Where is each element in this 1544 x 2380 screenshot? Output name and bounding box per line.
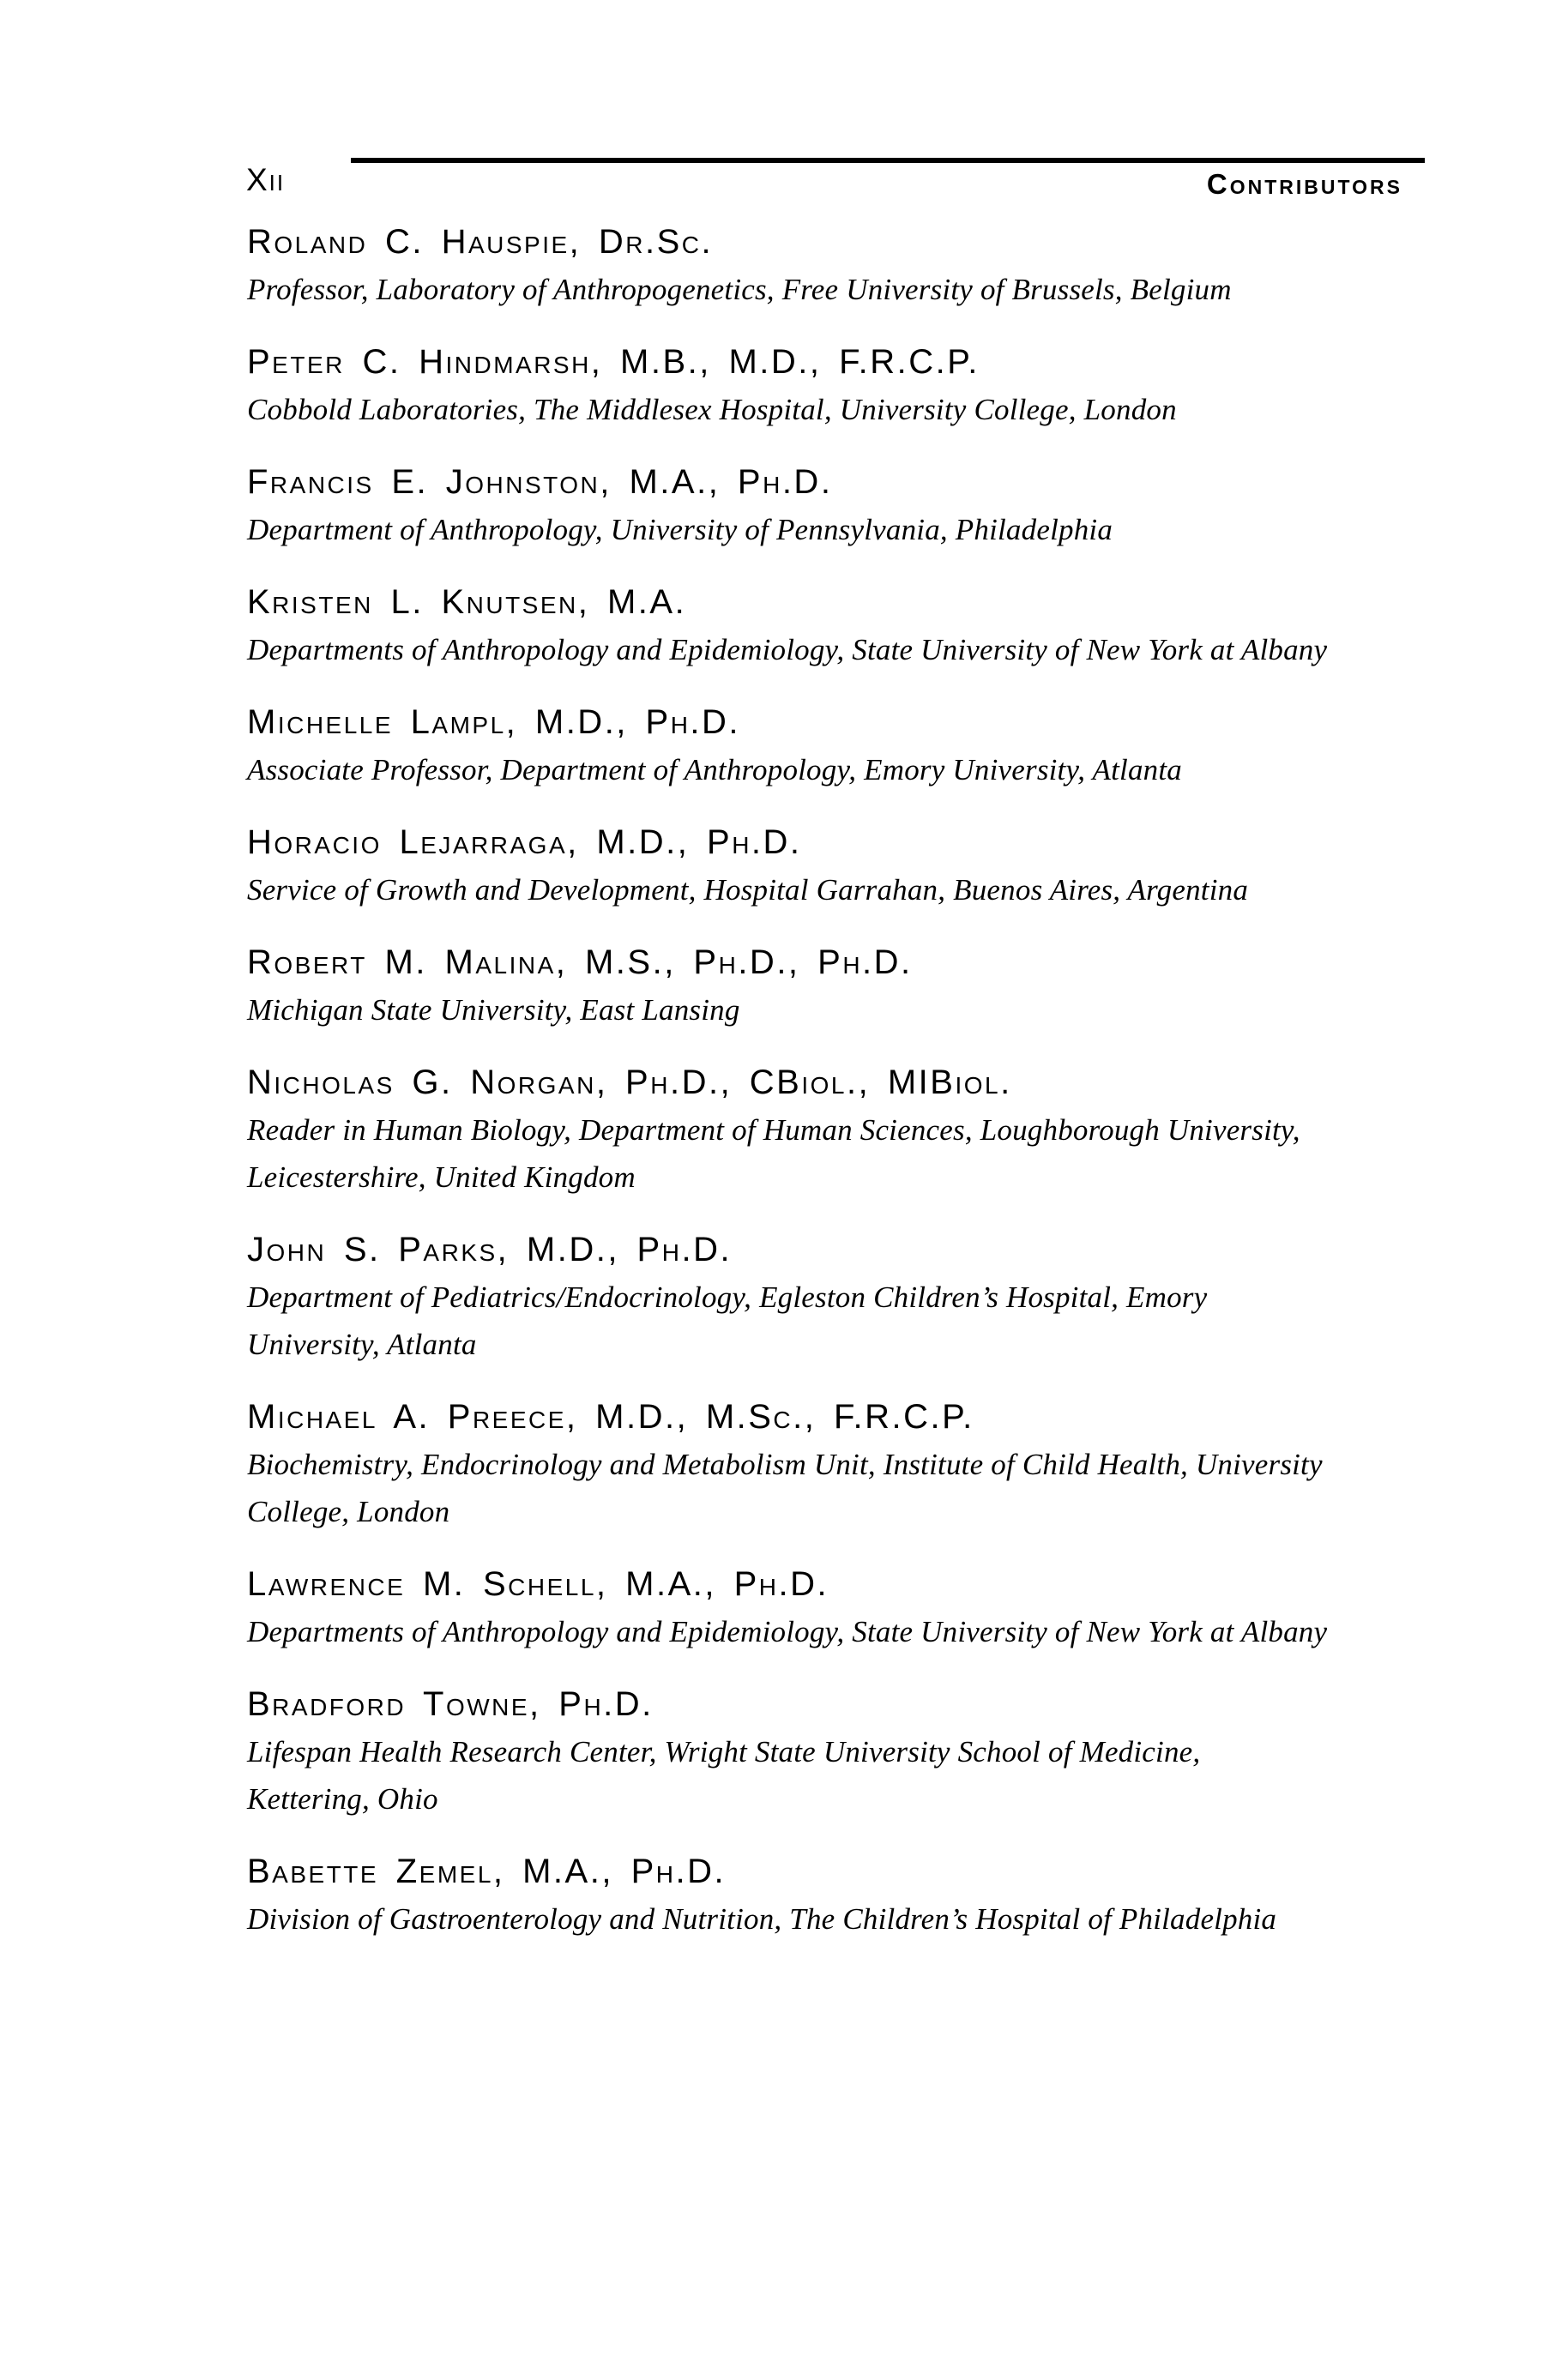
- contributor-name: Nicholas G. Norgan, Ph.D., CBiol., MIBiol.: [247, 1063, 1012, 1101]
- contributor-name: Michelle Lampl, M.D., Ph.D.: [247, 703, 741, 741]
- contributor-affiliation: [247, 986, 1465, 1033]
- contributor-affiliation: [247, 506, 1465, 553]
- affiliation-line: Michigan State University, East Lansing: [247, 993, 740, 1027]
- contributor-name: Michael A. Preece, M.D., M.Sc., F.R.C.P.: [247, 1398, 974, 1436]
- contributor-affiliation: [247, 1441, 1465, 1535]
- header-rule: [351, 158, 1425, 163]
- contributor-name: Robert M. Malina, M.S., Ph.D., Ph.D.: [247, 943, 913, 981]
- contributor-entry: [247, 1680, 1465, 1823]
- contributor-entry: [247, 698, 1465, 793]
- contributor-name: John S. Parks, M.D., Ph.D.: [247, 1231, 733, 1268]
- affiliation-line: University, Atlanta: [247, 1328, 477, 1361]
- contributor-affiliation: [247, 866, 1465, 913]
- affiliation-line: Associate Professor, Department of Anthropology, Emory University, Atlanta: [247, 753, 1183, 786]
- page-number: Xii: [246, 162, 286, 197]
- contributor-affiliation: [247, 1106, 1465, 1201]
- contributor-name: Kristen L. Knutsen, M.A.: [247, 583, 687, 621]
- contributor-affiliation: [247, 746, 1465, 793]
- contributor-affiliation: [247, 266, 1465, 313]
- affiliation-line: Kettering, Ohio: [247, 1782, 438, 1816]
- running-head: Contributors: [1206, 168, 1402, 200]
- contributor-name: Horacio Lejarraga, M.D., Ph.D.: [247, 823, 802, 861]
- contributor-entry: [247, 1393, 1465, 1535]
- contributor-name: Bradford Towne, Ph.D.: [247, 1685, 654, 1723]
- contributor-affiliation: [247, 1608, 1465, 1655]
- contributor-name: Peter C. Hindmarsh, M.B., M.D., F.R.C.P.: [247, 343, 980, 381]
- contributors-list: [247, 218, 1465, 1967]
- contributor-entry: [247, 1560, 1465, 1655]
- contributor-entry: [247, 1058, 1465, 1201]
- contributor-entry: [247, 1226, 1465, 1368]
- contributor-name: Lawrence M. Schell, M.A., Ph.D.: [247, 1565, 829, 1603]
- affiliation-line: Departments of Anthropology and Epidemiology, State University of New York at Albany: [247, 1615, 1328, 1648]
- contributor-entry: [247, 218, 1465, 313]
- affiliation-line: Service of Growth and Development, Hospital Garrahan, Buenos Aires, Argentina: [247, 873, 1249, 907]
- contributor-name: Babette Zemel, M.A., Ph.D.: [247, 1853, 727, 1890]
- contributor-entry: [247, 1847, 1465, 1943]
- affiliation-line: Professor, Laboratory of Anthropogenetics, Free University of Brussels, Belgium: [247, 273, 1232, 306]
- contributor-entry: [247, 818, 1465, 913]
- affiliation-line: Reader in Human Biology, Department of Human Sciences, Loughborough University,: [247, 1113, 1300, 1147]
- affiliation-line: College, London: [247, 1495, 450, 1528]
- contributor-affiliation: [247, 386, 1465, 433]
- affiliation-line: Department of Pediatrics/Endocrinology, Egleston Children’s Hospital, Emory: [247, 1280, 1208, 1314]
- affiliation-line: Leicestershire, United Kingdom: [247, 1160, 636, 1194]
- affiliation-line: Departments of Anthropology and Epidemiology, State University of New York at Albany: [247, 633, 1328, 666]
- contributor-entry: [247, 338, 1465, 433]
- contributor-entry: [247, 938, 1465, 1033]
- affiliation-line: Division of Gastroenterology and Nutrition, The Children’s Hospital of Philadelphia: [247, 1902, 1277, 1936]
- affiliation-line: Cobbold Laboratories, The Middlesex Hospital, University College, London: [247, 393, 1177, 426]
- contributor-affiliation: [247, 1895, 1465, 1943]
- affiliation-line: Lifespan Health Research Center, Wright State University School of Medicine,: [247, 1735, 1201, 1768]
- contributor-entry: [247, 458, 1465, 553]
- contributor-affiliation: [247, 1728, 1465, 1823]
- affiliation-line: Department of Anthropology, University of Pennsylvania, Philadelphia: [247, 513, 1113, 546]
- contributor-name: Francis E. Johnston, M.A., Ph.D.: [247, 463, 833, 501]
- contributor-affiliation: [247, 626, 1465, 673]
- contributor-affiliation: [247, 1274, 1465, 1368]
- contributor-entry: [247, 578, 1465, 673]
- contributor-name: Roland C. Hauspie, Dr.Sc.: [247, 223, 714, 261]
- affiliation-line: Biochemistry, Endocrinology and Metabolism Unit, Institute of Child Health, University: [247, 1448, 1323, 1481]
